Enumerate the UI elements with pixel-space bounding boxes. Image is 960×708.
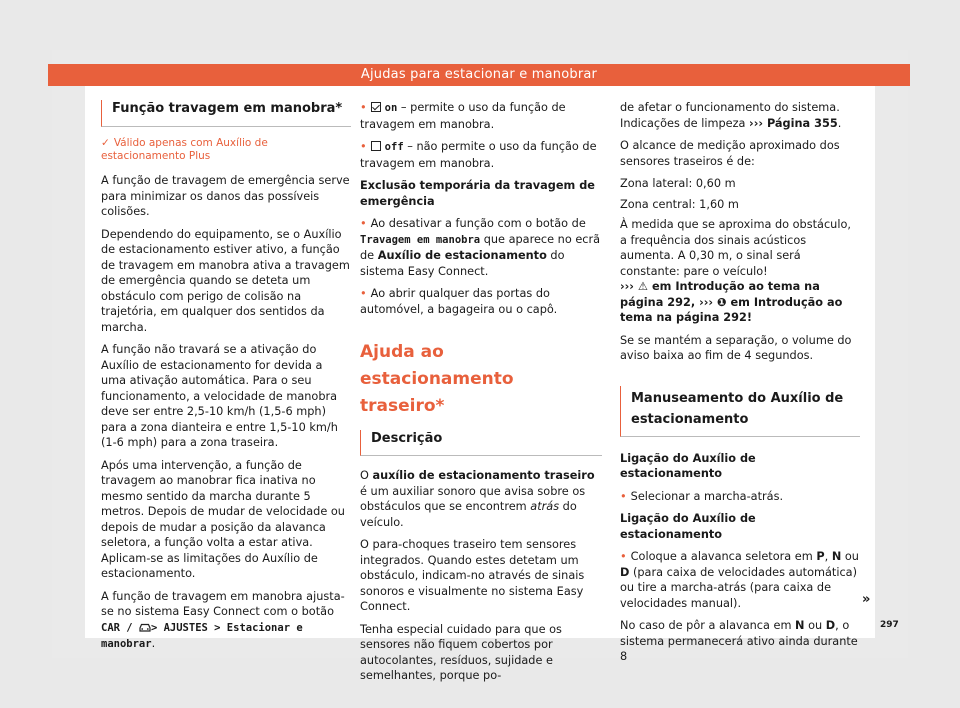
info-reference-link[interactable]: ››› ❶ em Introdução ao tema na página 292 [620, 295, 843, 324]
bullet-icon: • [360, 287, 367, 300]
checkbox-checked-icon [371, 102, 381, 112]
paragraph [101, 589, 351, 653]
range-central: Zona central: 1,60 m [620, 197, 739, 211]
column-3 [620, 100, 860, 672]
list-item [360, 139, 602, 171]
list-item [360, 100, 602, 132]
bullet-icon: • [620, 550, 627, 563]
list-item-text: Ao desativar a função com o botão de [370, 217, 586, 230]
paragraph-text: de afetar o funcionamento do sistema. Indicações de limpeza [620, 101, 840, 130]
paragraph: A função não travará se a ativação do Auxílio de estacionamento for devida a uma ativação automática. Para o seu funcionamento, a velocidade de manobra deve ser entre 2,5-10 km/h (1,5-6 mph) para a zona dianteira e entre 1,5-10 km/h (1-6 mph) para a zona traseira. [101, 343, 338, 449]
separator: , [690, 295, 700, 309]
paragraph: Após uma intervenção, a função de travagem ao manobrar fica inativa no mesmo sentido da marcha durante 5 metros. Depois de mudar de velocidade ou depois de mudar a posição da alavanca seletora, a função volta a estar ativa. Aplicam-se as limitações do Auxílio de estacionamento. [101, 458, 345, 580]
gear-d: D [825, 619, 836, 632]
option-off: off [384, 141, 404, 153]
validity-note [101, 137, 351, 163]
bullet-icon: • [620, 489, 627, 503]
list-item-text: – não permite o uso da função de travagem em manobra. [360, 140, 597, 170]
warning-references [620, 279, 860, 326]
list-item [360, 216, 602, 279]
paragraph-text: , o sistema permanecerá ativo ainda durante 8 [620, 619, 858, 663]
paragraph: O para-choques traseiro tem sensores integrados. Quando estes detetam um obstáculo, indicam-no através de sinais sonoros e visualmente no sistema Easy Connect. [360, 538, 585, 613]
continue-arrow: » [862, 592, 871, 607]
separator: ou [804, 619, 826, 632]
list-item-text: que aparece no ecrã de [360, 232, 601, 262]
paragraph: À medida que se aproxima do obstáculo, a frequência dos sinais acústicos aumenta. A 0,30 m, o sinal será constante: pare o veículo! [620, 218, 851, 278]
chapter-heading: Ajuda ao estacionamento traseiro* [360, 342, 514, 416]
paragraph-text: ! [746, 311, 752, 324]
bullet-icon: • [360, 217, 367, 230]
car-settings-icon [139, 621, 151, 630]
list-item-text: Ao abrir qualquer das portas do automóvel, a bagageira ou o capô. [360, 287, 558, 316]
paragraph-text: é um auxiliar sonoro que avisa sobre os obstáculos que se encontrem [360, 484, 586, 513]
bold-term: auxílio de estacionamento traseiro [372, 469, 595, 482]
warning-reference-link[interactable]: ››› ⚠ em Introdução ao tema na página 292 [620, 280, 820, 309]
bullet-icon: • [360, 140, 367, 153]
gear-p: P [816, 550, 825, 563]
list-item-text: do sistema Easy Connect. [360, 249, 565, 278]
list-item [620, 549, 860, 611]
italic-term: atrás [530, 500, 560, 513]
list-item-text: Selecionar a marcha-atrás. [630, 489, 784, 503]
bullet-icon: • [360, 101, 367, 114]
button-label: Travagem em manobra [360, 233, 481, 246]
paragraph: Dependendo do equipamento, se o Auxílio de estacionamento estiver ativo, a função de travagem em manobra ativa a travagem de emergência quando se deteta um obstáculo com perigo de colisão na trajetória, em qualquer dos sentidos da marcha. [101, 227, 350, 334]
section-title-brake: Função travagem em manobra* [101, 100, 351, 127]
subheading-description: Descrição [360, 430, 602, 456]
separator: ou [841, 550, 859, 563]
section-title-handling: Manuseamento do Auxílio de estacionamento [620, 386, 860, 437]
list-item-text: – permite o uso da função de travagem em manobra. [360, 101, 566, 131]
subheading-connection: Ligação do Auxílio de estacionamento [620, 451, 756, 480]
validity-note-text: Válido apenas com Auxílio de estacionamento Plus [101, 137, 268, 162]
paragraph-text: No caso de pôr a alavanca em [620, 619, 796, 632]
option-on: on [384, 102, 398, 114]
car-button-label: CAR [101, 621, 120, 634]
separator: , [824, 550, 832, 563]
page-reference-link[interactable]: ››› Página 355 [749, 116, 838, 130]
gear-d: D [620, 565, 630, 579]
checkbox-empty-icon [371, 141, 381, 151]
separator: / [119, 621, 139, 634]
paragraph-text: do veículo. [360, 500, 577, 529]
paragraph: O alcance de medição aproximado dos sensores traseiros é de: [620, 139, 840, 168]
subheading-connection: Ligação do Auxílio de estacionamento [620, 512, 756, 541]
gear-n: N [795, 619, 805, 632]
range-lateral: Zona lateral: 0,60 m [620, 177, 736, 190]
paragraph-text: O [360, 469, 373, 482]
gear-n: N [831, 550, 842, 563]
paragraph [360, 468, 602, 530]
paragraph [620, 618, 860, 665]
menu-path: > AJUSTES > Estacionar e manobrar [101, 621, 303, 650]
paragraph: A função de travagem de emergência serve para minimizar os danos das possíveis colisões. [101, 174, 350, 218]
column-1 [101, 100, 351, 660]
paragraph: Tenha especial cuidado para que os sensores não fiquem cobertos por autocolantes, resíduos, sujidade e semelhantes, porque po- [360, 622, 562, 682]
check-icon: ✓ [101, 137, 110, 149]
column-2 [360, 100, 602, 691]
period: . [151, 637, 156, 650]
list-item [620, 489, 860, 505]
paragraph-text: A função de travagem em manobra ajusta-se no sistema Easy Connect com o botão [101, 589, 345, 618]
paragraph-text: . [837, 116, 842, 130]
list-item-text: (para caixa de velocidades automática) ou tire a marcha-atrás (para caixa de velocidades manual). [620, 565, 858, 610]
header-bar: Ajudas para estacionar e manobrar [48, 64, 910, 86]
bold-term: Auxílio de estacionamento [377, 249, 547, 262]
list-item [360, 286, 602, 317]
subheading-exclusion: Exclusão temporária da travagem de emergência [360, 179, 595, 208]
paragraph [620, 100, 860, 131]
list-item-text: Coloque a alavanca seletora em [630, 550, 817, 563]
paragraph: Se se mantém a separação, o volume do aviso baixa ao fim de 4 segundos. [620, 333, 852, 362]
page-number: 297 [880, 620, 899, 630]
